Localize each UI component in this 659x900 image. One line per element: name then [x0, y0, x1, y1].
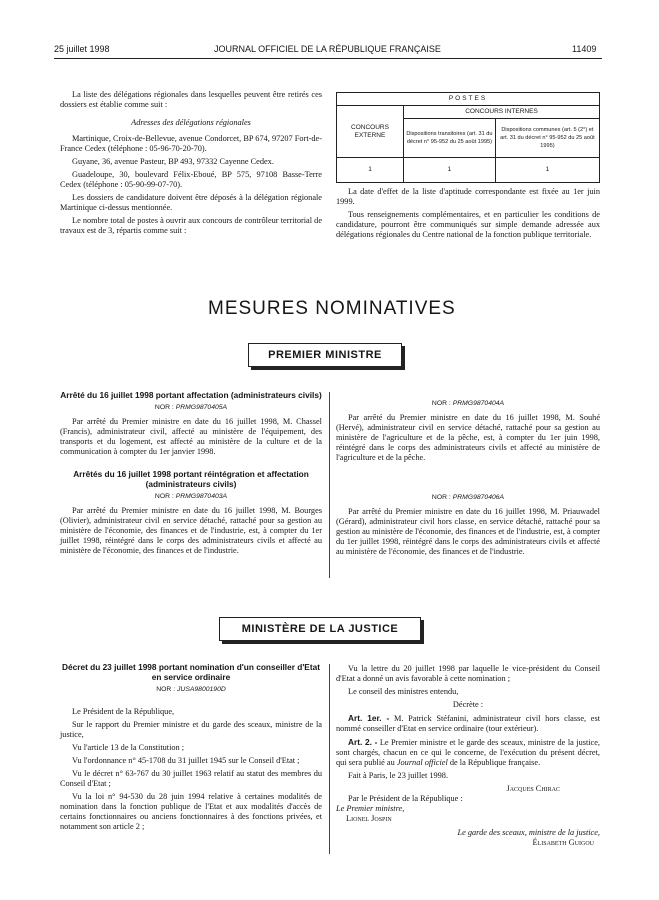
article-2 — [336, 737, 600, 768]
arrete1-title: Arrêté du 16 juillet 1998 portant affectation (administrateurs civils) — [60, 390, 322, 400]
conseil-line: Le conseil des ministres entendu, — [348, 687, 459, 696]
signature-president: Jacques Chirac — [506, 784, 560, 793]
header-page-number: 11409 — [572, 44, 597, 54]
article-2-journal: Journal officiel — [396, 758, 448, 767]
vu-lettre: Vu la lettre du 20 juillet 1998 par laquelle le vice-président du Conseil d'Etat a donné un avis favorable à cette nomination ; — [336, 664, 600, 683]
article-1 — [336, 713, 600, 734]
arrete1-nor-label: NOR : — [154, 404, 174, 411]
renseignements-paragraph: Tous renseignements complémentaires, et en particulier les conditions de candidature, pourront être communiqués sur simple demande adressée aux délégations régionales du Centre national de la fonction publique territoriale. — [336, 210, 600, 239]
president-line: Le Président de la République, — [72, 707, 175, 716]
addresses-title: Adresses des délégations régionales — [131, 118, 251, 127]
arrete1-body: Par arrêté du Premier ministre en date du 16 juillet 1998, M. Chassel (Francis), administrateur civil, affecté au ministère de l'équipement, des transports et du logement, est affecté au ministère de la culture et de la communication à compter du 1er janvier 1998. — [60, 417, 322, 456]
address-guyane: Guyane, 36, avenue Pasteur, BP 493, 97332 Cayenne Cedex. — [72, 157, 274, 166]
visa-loi: Vu la loi n° 94-530 du 28 juin 1994 relative à certaines modalités de nomination dans la fonction publique de l'Etat et aux modalités d'accès de certains fonctionnaires ou anciens fonctionnaires à des fonctions privées, et notamment son article 2 ; — [60, 792, 322, 831]
visa-ordonnance: Vu l'ordonnance n° 45-1708 du 31 juillet 1945 sur le Conseil d'Etat ; — [72, 756, 300, 765]
col-concours-internes: CONCOURS INTERNES — [404, 106, 600, 119]
value-communes: 1 — [495, 158, 599, 183]
arrete4-nor-label: NOR : — [431, 494, 451, 501]
pm-left-column — [60, 390, 322, 559]
arrete3-body: Par arrêté du Premier ministre en date du 16 juillet 1998, M. Souhé (Hervé), administrateur civil en service détaché, rattaché pour sa gestion au ministère de l'agriculture et de la pêche, est, à compter du 1er juin 1998, réintégré dans le corps des administrateurs civils et affecté au ministère de l'agriculture et de la pêche. — [336, 413, 600, 462]
garde-name: Élisabeth Guigou — [532, 838, 594, 847]
article-2-label: Art. 2. - — [348, 737, 378, 747]
premier-ministre-banner: PREMIER MINISTRE — [248, 343, 402, 367]
rapport-line: Sur le rapport du Premier ministre et du garde des sceaux, ministre de la justice, — [60, 720, 322, 739]
decret-title: Décret du 23 juillet 1998 portant nomination d'un conseiller d'Etat en service ordinaire — [62, 662, 320, 682]
value-externe: 1 — [337, 158, 404, 183]
header-journal-title: JOURNAL OFFICIEL DE LA RÉPUBLIQUE FRANÇAISE — [214, 44, 441, 54]
top-right-column — [336, 92, 600, 243]
arrete1-nor: PRMG9870405A — [175, 404, 228, 411]
article-2-text-b: de la République française. — [449, 758, 541, 767]
arrete2-title: Arrêtés du 16 juillet 1998 portant réintégration et affectation (administrateurs civils) — [73, 469, 309, 489]
delegations-intro: La liste des délégations régionales dans lesquelles peuvent être retirés ces dossiers est établie comme suit : — [60, 90, 322, 109]
justice-left-column — [60, 662, 322, 835]
dossiers-paragraph: Les dossiers de candidature doivent être déposés à la délégation régionale Martinique ci-dessus mentionnée. — [60, 193, 322, 212]
arrete4-nor: PRMG9870406A — [452, 494, 505, 501]
arrete2-nor-label: NOR : — [154, 493, 174, 500]
fait-line: Fait à Paris, le 23 juillet 1998. — [348, 771, 449, 780]
arrete3-nor-label: NOR : — [431, 400, 451, 407]
par-president: Par le Président de la République : — [348, 794, 463, 803]
header-rule — [54, 58, 602, 59]
top-left-column — [60, 90, 322, 239]
justice-column-divider — [329, 664, 330, 854]
col-concours-externe: CONCOURS EXTERNE — [337, 106, 404, 158]
date-effet-paragraph: La date d'effet de la liste d'aptitude correspondante est fixée au 1er juin 1999. — [336, 187, 600, 206]
postes-table-title: POSTES — [337, 93, 600, 106]
justice-right-column — [336, 664, 600, 848]
pm-name: Lionel Jospin — [346, 814, 392, 823]
sub-dispositions-communes: Dispositions communes (art. 5 (2°) et art. 31 du décret n° 95-952 du 25 août 1995) — [495, 119, 599, 158]
address-martinique: Martinique, Croix-de-Bellevue, avenue Condorcet, BP 674, 97207 Fort-de-France Cedex (téléphone : 05-96-70-20-70). — [60, 134, 322, 153]
article-2-text-a: Le Premier ministre et le garde des sceaux, ministre de la justice, sont chargés, chacun en ce qui le concerne, de l'exécution du présent décret, qui sera publié au — [336, 738, 601, 767]
garde-title: Le garde des sceaux, ministre de la justice, — [457, 828, 600, 837]
article-1-text: M. Patrick Stéfanini, administrateur civil hors classe, est nommé conseiller d'Etat en service ordinaire (tour extérieur). — [336, 714, 601, 733]
visa-decret: Vu le décret n° 63-767 du 30 juillet 1963 relatif au statut des membres du Conseil d'Etat ; — [60, 769, 322, 788]
arrete3-nor: PRMG9870404A — [452, 400, 505, 407]
postes-paragraph: Le nombre total de postes à ouvrir aux concours de contrôleur territorial de travaux est de 3, répartis comme suit : — [60, 216, 322, 235]
address-guadeloupe: Guadeloupe, 30, boulevard Félix-Eboué, BP 575, 97108 Basse-Terre Cedex (téléphone : 05-90-99-07-70). — [60, 170, 322, 189]
arrete4-body: Par arrêté du Premier ministre en date du 16 juillet 1998, M. Priauwadel (Gérard), administrateur civil hors classe, en service détaché, rattaché pour sa gestion au ministère de l'économie, des finances et de l'industrie, est, à compter du 1er juillet 1998, réintégré dans le corps des administrateurs civils et affecté au ministère de l'économie, des finances et de l'industrie. — [336, 507, 600, 556]
arrete2-nor: PRMG9870403A — [175, 493, 228, 500]
header-date: 25 juillet 1998 — [54, 44, 110, 54]
value-transitoires: 1 — [404, 158, 496, 183]
article-1-label: Art. 1er. - — [348, 713, 390, 723]
decret-nor-label: NOR : — [156, 686, 176, 693]
postes-table — [336, 92, 600, 183]
sub-dispositions-transitoires: Dispositions transitoires (art. 31 du décret n° 95-952 du 25 août 1995) — [404, 119, 496, 158]
arrete2-body: Par arrêté du Premier ministre en date du 16 juillet 1998, M. Bourges (Olivier), administrateur civil en service détaché, rattaché pour sa gestion au ministère de l'économie, des finances et de l'industrie, est, à compter du 1er juillet 1998, réintégré dans le corps des administrateurs civils et affecté au ministère de l'économie, des finances et de l'industrie. — [60, 506, 322, 555]
section-title: MESURES NOMINATIVES — [208, 298, 456, 319]
decret-nor: JUSA9800190D — [177, 686, 226, 693]
justice-banner: MINISTÈRE DE LA JUSTICE — [219, 617, 421, 641]
visa-constitution: Vu l'article 13 de la Constitution ; — [72, 743, 185, 752]
decrete-line: Décrète : — [452, 700, 484, 709]
pm-right-column — [336, 396, 600, 560]
pm-column-divider — [329, 392, 330, 578]
pm-title: Le Premier ministre, — [336, 804, 405, 813]
